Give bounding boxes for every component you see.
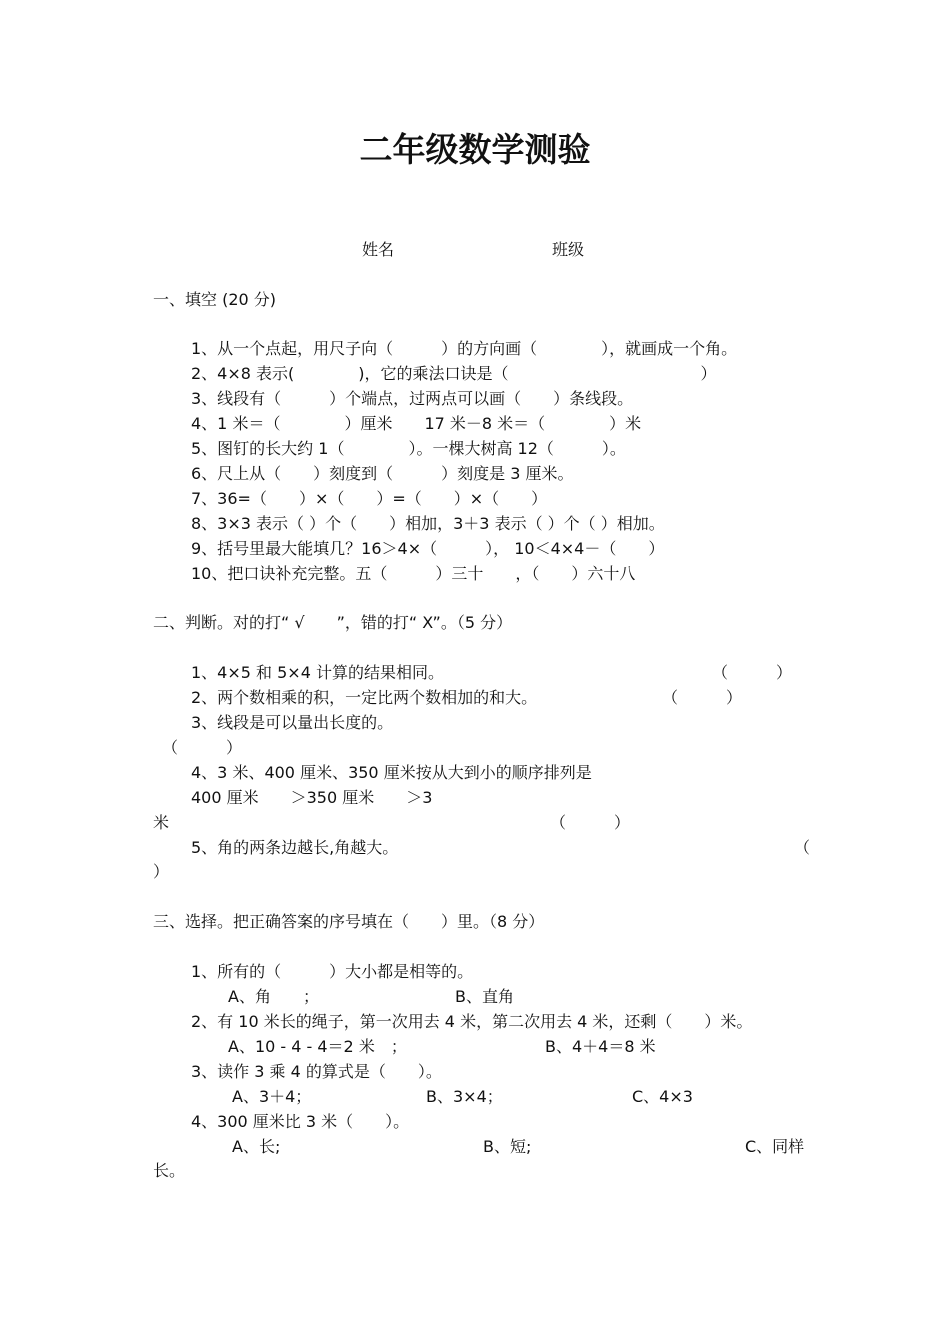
judge-q2-blank: （ ） (662, 688, 743, 707)
choice-q1-option-b: B、直角 (455, 987, 514, 1006)
judge-q4-line2: 400 厘米 ＞350 厘米 ＞3 (191, 788, 433, 807)
section1-item-2: 2、4×8 表示( )，它的乘法口诀是（ ） (191, 364, 717, 383)
section1-item-3: 3、线段有（ ）个端点，过两点可以画（ ）条线段。 (191, 389, 634, 408)
judge-q2: 2、两个数相乘的积，一定比两个数相加的和大。 (191, 688, 538, 707)
choice-q3: 3、读作 3 乘 4 的算式是（ ）。 (191, 1062, 442, 1081)
choice-q2: 2、有 10 米长的绳子，第一次用去 4 米，第二次用去 4 米，还剩（ ）米。 (191, 1012, 753, 1031)
judge-q4-blank: （ ） (550, 813, 631, 832)
choice-q3-option-c: C、4×3 (632, 1087, 693, 1106)
judge-q3-blank: （ ） (162, 738, 243, 757)
choice-q1-option-a: A、角 ； (228, 987, 319, 1006)
section1-item-9: 9、括号里最大能填几？16＞4×（ ）， 10＜4×4－（ ） (191, 539, 665, 558)
choice-q1: 1、所有的（ ）大小都是相等的。 (191, 962, 474, 981)
section1-item-4: 4、1 米＝（ ）厘米 17 米－8 米＝（ ）米 (191, 414, 642, 433)
section2-heading: 二、判断。对的打“ √ ”，错的打“ X”。（5 分） (153, 613, 513, 632)
choice-q4: 4、300 厘米比 3 米（ ）。 (191, 1112, 410, 1131)
choice-q3-option-a: A、3＋4； (232, 1087, 312, 1106)
judge-q4-line3: 米 (153, 813, 170, 832)
section1-item-10: 10、把口诀补充完整。五（ ）三十 ，（ ）六十八 (191, 564, 636, 583)
section1-item-7: 7、36=（ ）×（ ）=（ ）×（ ） (191, 489, 548, 508)
judge-q5: 5、角的两条边越长,角越大。 (191, 838, 399, 857)
judge-q1: 1、4×5 和 5×4 计算的结果相同。 (191, 663, 444, 682)
section1-item-1: 1、从一个点起，用尺子向（ ）的方向画（ ），就画成一个角。 (191, 339, 738, 358)
choice-q3-option-b: B、3×4； (426, 1087, 503, 1106)
choice-q2-option-b: B、4＋4＝8 米 (545, 1037, 656, 1056)
judge-q3: 3、线段是可以量出长度的。 (191, 713, 394, 732)
judge-q5-blank-close: ） (153, 862, 170, 881)
section3-heading: 三、选择。把正确答案的序号填在（ ）里。（8 分） (153, 912, 545, 931)
section1-item-5: 5、图钉的长大约 1（ ）。一棵大树高 12（ ）。 (191, 439, 626, 458)
section1-heading: 一、填空 (20 分) (153, 290, 277, 309)
name-label: 姓名 (362, 240, 395, 259)
judge-q1-blank: （ ） (712, 663, 793, 682)
judge-q5-blank-open: （ (794, 838, 811, 857)
choice-q4-option-c-cont: 长。 (153, 1161, 186, 1180)
page-title: 二年级数学测验 (359, 130, 591, 169)
section1-item-6: 6、尺上从（ ）刻度到（ ）刻度是 3 厘米。 (191, 464, 574, 483)
class-label: 班级 (552, 240, 585, 259)
section1-item-8: 8、3×3 表示（ ）个（ ）相加，3＋3 表示（ ）个（ ）相加。 (191, 514, 665, 533)
choice-q4-option-b: B、短; (483, 1137, 532, 1156)
choice-q4-option-c: C、同样 (745, 1137, 805, 1156)
judge-q4: 4、3 米、400 厘米、350 厘米按从大到小的顺序排列是 (191, 763, 592, 782)
choice-q4-option-a: A、长; (232, 1137, 281, 1156)
choice-q2-option-a: A、10 - 4 - 4＝2 米 ； (228, 1037, 407, 1056)
